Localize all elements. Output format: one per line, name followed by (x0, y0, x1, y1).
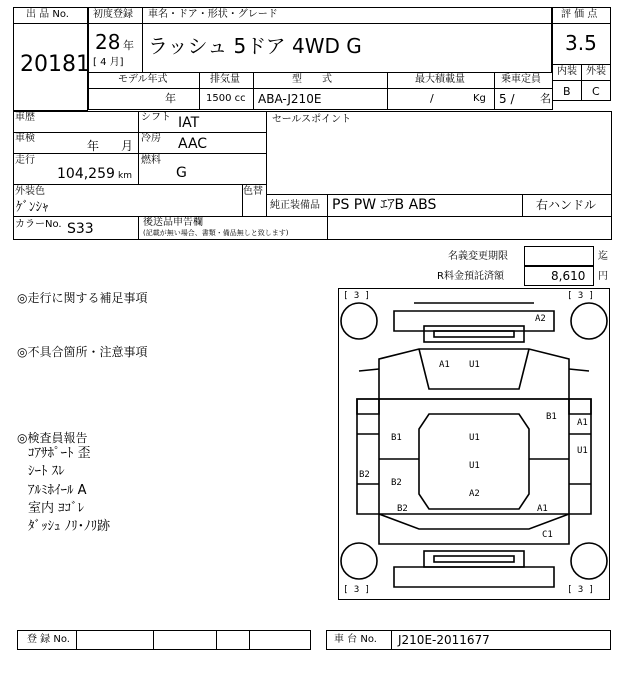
damage-mark: A1 (537, 504, 548, 514)
capacity: 5 / (499, 92, 515, 106)
lot-number: 20181 (20, 52, 90, 77)
ac-value: AAC (178, 136, 208, 152)
ext-color-label: 外装色 (15, 186, 45, 197)
inspection-year-unit: 年 (87, 139, 100, 153)
fuel-label: 燃料 (141, 155, 161, 166)
docs-label: 後送品申告欄 (143, 217, 203, 228)
displacement: 1500 cc (206, 93, 246, 104)
model-year-unit: 年 (165, 92, 176, 105)
inspector-line: ｱﾙﾐﾎｲｰﾙ A (28, 483, 87, 498)
car-name: ラッシュ 5ドア 4WD G (148, 34, 362, 58)
reg-no-cell-1 (76, 630, 154, 650)
corner-label-top-left: [ 3 ] (343, 291, 371, 301)
reg-no-label: 登 録 No. (27, 634, 70, 645)
damage-mark: B2 (359, 470, 370, 480)
damage-mark: B2 (397, 504, 408, 514)
max-load-label: 最大積載量 (415, 74, 465, 85)
max-load: / (430, 92, 434, 105)
recycle-unit: 円 (598, 271, 608, 282)
equipment-value: PS PW ｴｱB ABS (332, 197, 437, 213)
inspection-month-unit: 月 (121, 139, 134, 153)
shift-label: シフト (141, 112, 171, 123)
type-label: 型 式 (292, 74, 332, 85)
shift-value: IAT (178, 115, 200, 131)
docs-value-cell (327, 216, 612, 240)
damage-mark: A1 (577, 418, 588, 428)
driving-notes-title: ◎走行に関する補足事項 (17, 291, 148, 305)
damage-mark: B1 (546, 412, 557, 422)
fuel-value: G (176, 165, 187, 181)
interior-label: 内装 (557, 66, 577, 77)
damage-mark: U1 (469, 433, 480, 443)
chassis-label: 車 台 No. (334, 634, 377, 645)
inspector-report-title: ◎検査員報告 (17, 431, 88, 445)
max-load-unit: Kg (473, 93, 486, 104)
damage-mark: B1 (391, 433, 402, 443)
exterior-grade: C (592, 85, 600, 98)
inspector-line: 室内 ﾖｺﾞﾚ (28, 501, 85, 516)
color-no-label: カラーNo. (15, 219, 62, 230)
recycle-label: R料金預託済額 (437, 271, 504, 282)
first-reg-month: [ 4 月] (93, 57, 124, 68)
first-reg-label: 初度登録 (93, 9, 133, 20)
inspector-line: ｺｱｻﾎﾟｰﾄ 歪 (28, 446, 91, 461)
damage-mark: C1 (542, 530, 553, 540)
history-label: 車歴 (15, 112, 35, 123)
ac-label: 冷房 (141, 133, 161, 144)
damage-mark: A1 (439, 360, 450, 370)
damage-mark: U1 (577, 446, 588, 456)
score-value: 3.5 (565, 31, 597, 55)
color-no-value: S33 (67, 221, 94, 237)
inspector-line: ﾀﾞｯｼｭ ﾉﾘ･ﾉﾘ跡 (28, 519, 111, 534)
corner-label-bottom-right: [ 3 ] (567, 585, 595, 595)
damage-mark: B2 (391, 478, 402, 488)
inspector-line: ｼｰﾄ ｽﾚ (28, 464, 65, 479)
score-label: 評 価 点 (561, 9, 598, 20)
mileage-label: 走行 (15, 155, 35, 166)
reg-no-cell-3 (216, 630, 250, 650)
reg-no-cell-2 (153, 630, 217, 650)
damage-mark: U1 (469, 461, 480, 471)
handle-value: 右ハンドル (536, 198, 597, 212)
name-change-label: 名義変更期限 (448, 251, 508, 262)
reg-no-cell-4 (249, 630, 311, 650)
chassis-number: J210E-2011677 (398, 633, 490, 647)
interior-grade: B (563, 85, 571, 98)
equipment-label: 純正装備品 (270, 200, 320, 211)
displacement-label: 排気量 (210, 74, 240, 85)
car-diagram (338, 288, 610, 600)
mileage-unit: km (118, 171, 132, 181)
inspection-label: 車検 (15, 133, 35, 144)
model-year-cell (88, 88, 200, 110)
damage-mark: A2 (535, 314, 546, 324)
name-change-box (524, 246, 594, 266)
color-change-label: 色替 (243, 186, 263, 197)
docs-note: (記載が無い場合、書類・備品無しと致します) (143, 229, 289, 237)
defects-title: ◎不具合箇所・注意事項 (17, 345, 148, 359)
type-value: ABA-J210E (258, 92, 322, 106)
capacity-label: 乗車定員 (501, 74, 541, 85)
car-outline-diagram (339, 289, 609, 599)
exterior-label: 外装 (586, 66, 606, 77)
sales-points-label: セールスポイント (272, 114, 352, 125)
corner-label-bottom-left: [ 3 ] (343, 585, 371, 595)
car-name-label: 車名・ドア・形状・グレード (148, 9, 278, 20)
lot-label: 出 品 No. (26, 9, 69, 20)
name-change-unit: 迄 (598, 251, 608, 262)
first-reg-year: 28 (95, 30, 121, 54)
ext-color-value: ｹﾞﾝｼｬ (16, 200, 49, 215)
damage-mark: U1 (469, 360, 480, 370)
first-reg-year-unit: 年 (123, 39, 134, 52)
model-year-label: モデル年式 (118, 74, 168, 85)
mileage-value: 104,259 (57, 166, 115, 182)
capacity-unit: 名 (540, 92, 551, 105)
recycle-value: 8,610 (551, 269, 586, 283)
damage-mark: A2 (469, 489, 480, 499)
corner-label-top-right: [ 3 ] (567, 291, 595, 301)
